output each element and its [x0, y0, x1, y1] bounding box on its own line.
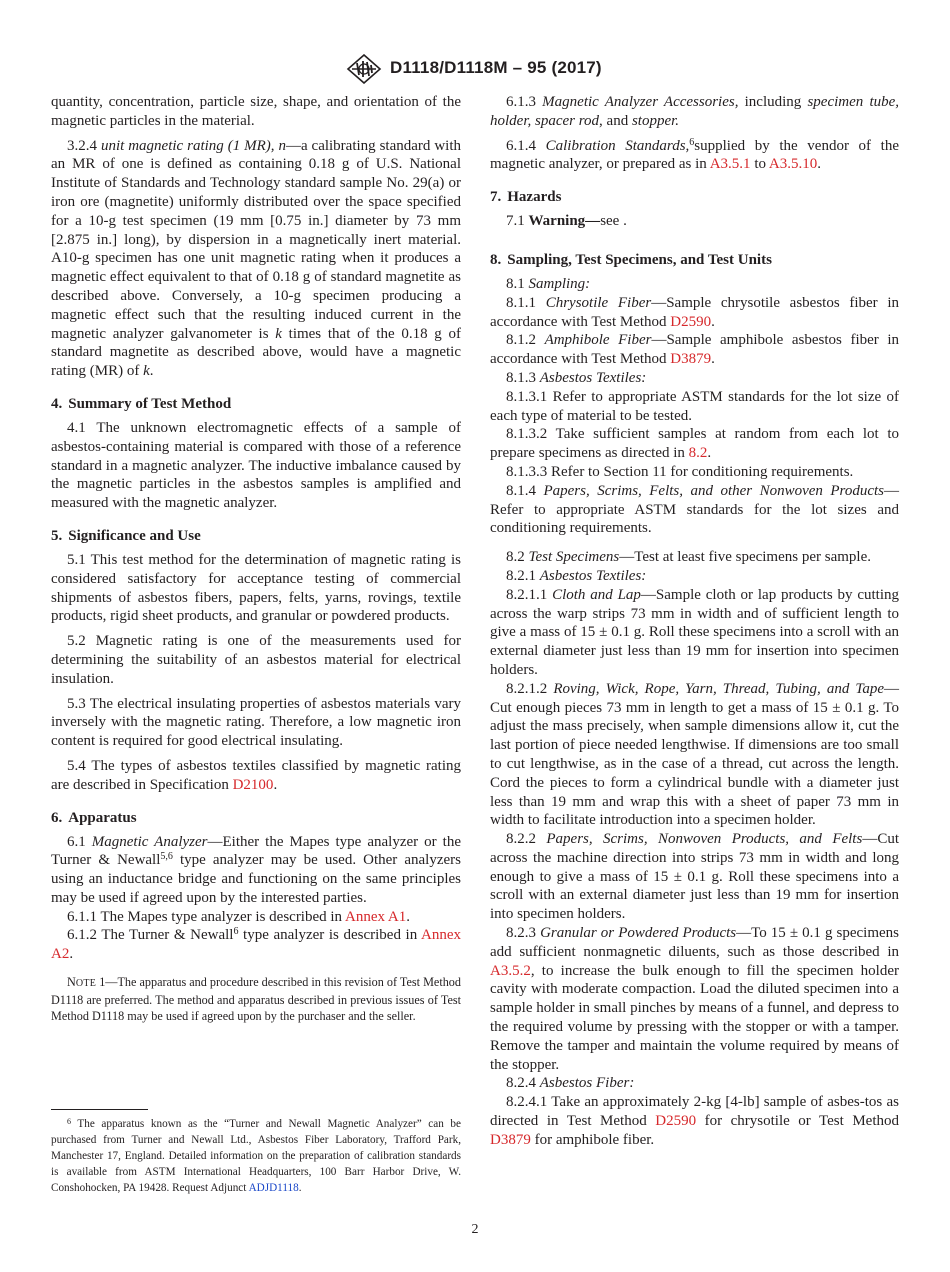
- link-a3-5-2[interactable]: A3.5.2: [490, 962, 531, 979]
- section-5-1: 5.1 This test method for the determination of magnetic rating is considered satisfactory for acceptance testing of commercial shipments of asbestos fibers, papers, felts, yarns, rovings, textile products, rigid sheet products, and granular or powdered products.: [51, 551, 461, 625]
- standard-designation: D1118/D1118M – 95 (2017): [390, 58, 602, 77]
- section-4-heading: 4. Summary of Test Method: [51, 395, 232, 412]
- link-d3879-b[interactable]: D3879: [490, 1131, 531, 1148]
- page-number: 2: [471, 1222, 479, 1237]
- section-8-2-1: 8.2.1 Asbestos Textiles:: [506, 567, 647, 584]
- section-8-2-4: 8.2.4 Asbestos Fiber:: [506, 1075, 635, 1092]
- section-6-1-1: 6.1.1 The Mapes type analyzer is described in Annex A1.: [67, 908, 410, 925]
- section-8-2: 8.2 Test Specimens—Test at least five specimens per sample.: [506, 549, 871, 566]
- section-8-heading: 8. Sampling, Test Specimens, and Test Units: [490, 251, 772, 268]
- note-1: NOTE 1—The apparatus and procedure described in this revision of Test Method D1118 are preferred. The method and apparatus described in previous issues of Test Method D1118 may be used if agreed upon by the purchaser and the seller.: [51, 975, 461, 1024]
- section-8-1-3-3: 8.1.3.3 Refer to Section 11 for conditioning requirements.: [506, 463, 854, 480]
- section-6-heading: 6. Apparatus: [51, 809, 137, 826]
- link-annex-a2[interactable]: Annex A2: [51, 927, 461, 963]
- link-a3-5-10[interactable]: A3.5.10: [768, 156, 818, 173]
- link-d3879[interactable]: D3879: [670, 351, 712, 368]
- section-8-2-3: 8.2.3 Granular or Powdered Products—To 15 ± 0.1 g specimens add sufficient nonmagnetic diluents, such as those described in A3.5.2, to increase the bulk enough to fill the specimen holder cavity with moderate compaction. Load the diluted specimen into a sample holder in small pinches by means of a funnel, and depress to the required volume by pressing with the stopper or with a tamper. Remove the tamper and maintain the volume required by means of the stopper.: [490, 925, 899, 1073]
- link-d2100[interactable]: D2100: [232, 776, 274, 793]
- section-6-1-2: 6.1.2 The Turner & Newall$^6$ type analyzer is described in Annex A2.: [51, 926, 461, 963]
- section-7-heading: 7. Hazards: [490, 189, 562, 206]
- section-8-1-3-1: 8.1.3.1 Refer to appropriate ASTM standards for the lot size of each type of material to be tested.: [490, 388, 899, 424]
- section-6-1-4: 6.1.4 Calibration Standards,$^6$supplied by the vendor of the magnetic analyzer, or prepared as in A3.5.1 to A3.5.10.: [490, 136, 899, 173]
- link-adjunct[interactable]: ADJD1118: [248, 1182, 299, 1194]
- paragraph-continued: quantity, concentration, particle size, shape, and orientation of the magnetic particles in the material.: [51, 94, 461, 129]
- page-header: [0, 52, 950, 88]
- link-8-2[interactable]: 8.2: [688, 445, 708, 462]
- section-8-1-2: 8.1.2 Amphibole Fiber—Sample amphibole asbestos fiber in accordance with Test Method D3879.: [490, 332, 899, 368]
- footnote-rule: [51, 1109, 148, 1110]
- section-7-1: 7.1 Warning—see .: [506, 213, 627, 230]
- section-8-1-1: 8.1.1 Chrysotile Fiber—Sample chrysotile asbestos fiber in accordance with Test Method D2590.: [490, 294, 900, 330]
- section-3-2-4: 3.2.4 unit magnetic rating (1 MR), n—a calibrating standard with an MR of one is defined as containing 0.18 g of U.S. National Institute of Standards and Technology standard sample No. 29(a) or iron ore (magnetite) uniformly distributed over the space specified for a 10-g test specimen (19 mm [0.75 in.] diameter by 73 mm [2.875 in.] long), by dispersion in a magnetically inert material. A10-g specimen has one unit magnetic rating when it produces a magnetic effect equivalent to that of 0.18 g of standard magnetite as described above. Conversely, a 10-g specimen producing a magnetic effect such that the resulting induced current in the magnetic analyzer galvanometer is k times that of the 0.18 g of standard magnetite as described above, would have a magnetic rating (MR) of k.: [51, 137, 462, 380]
- section-8-2-1-2: 8.2.1.2 Roving, Wick, Rope, Yarn, Thread, Tubing, and Tape—Cut enough pieces 73 mm in length to get a mass of 15 ± 0.1 g. To adjust the mass precisely, when sample dimensions allow it, cut the last portion of piece needed lengthwise. If dimensions are too small to cut lengthwise, as in the case of a thread, cut across the length. Cord the pieces to form a cylindrical bundle with a diameter just less than 19 mm and wrap this with a sheet of paper 73 mm in width to facilitate introduction into a specimen holder.: [490, 680, 900, 829]
- section-8-1-3: 8.1.3 Asbestos Textiles:: [506, 369, 647, 386]
- section-5-heading: 5. Significance and Use: [51, 527, 201, 544]
- left-column: [51, 93, 461, 1030]
- section-8-1-3-2: 8.1.3.2 Take sufficient samples at random from each lot to prepare specimens as directed in 8.2.: [490, 426, 899, 462]
- footnote-6: $^6$ The apparatus known as the “Turner and Newall Magnetic Analyzer” can be purchased from Turner and Newall Ltd., Asbestos Fiber Laboratory, Trafford Park, Manchester 17, England. Detailed information on the preparation of calibration standards is available from ASTM International Headquarters, 100 Barr Harbor Drive, W. Conshohocken, PA 19428. Request Adjunct ADJD1118.: [51, 1117, 461, 1194]
- link-d2590-b[interactable]: D2590: [655, 1113, 697, 1130]
- section-4-1: 4.1 The unknown electromagnetic effects of a sample of asbestos-containing material is compared with those of a reference standard in a magnetic analyzer. The inductive imbalance caused by the magnetic particles in the asbestos samples is amplified and measured with the magnetic analyzer.: [51, 419, 461, 512]
- section-5-2: 5.2 Magnetic rating is one of the measurements used for determining the suitability of an asbestos material for electrical insulation.: [51, 633, 461, 687]
- section-6-1: 6.1 Magnetic Analyzer—Either the Mapes type analyzer or the Turner & Newall$^{5,6}$ type analyzer may be used. Other analyzers using an inductance bridge and functioning on the same principles may be used if agreed upon by the interested parties.: [51, 833, 462, 906]
- astm-logo-icon: [346, 54, 382, 84]
- section-6-1-3: 6.1.3 Magnetic Analyzer Accessories, including specimen tube, holder, spacer rod, and stopper.: [490, 94, 900, 129]
- right-column: [490, 93, 899, 1150]
- section-5-4: 5.4 The types of asbestos textiles classified by magnetic rating are described in Specification D2100.: [51, 757, 461, 793]
- link-annex-a1[interactable]: Annex A1: [344, 908, 407, 925]
- section-8-2-2: 8.2.2 Papers, Scrims, Nonwoven Products, and Felts—Cut across the machine direction into strips 73 mm in width and long enough to give a mass of 15 ± 0.1 g. Roll these specimens into a scroll with an external diameter just less than 19 mm for insertion into specimen holders.: [490, 831, 899, 923]
- section-8-1: 8.1 Sampling:: [506, 275, 591, 292]
- section-8-1-4: 8.1.4 Papers, Scrims, Felts, and other Nonwoven Products—Refer to appropriate ASTM standards for the lot sizes and conditioning requirements.: [490, 482, 900, 537]
- section-5-3: 5.3 The electrical insulating properties of asbestos materials vary inversely with the magnetic rating. Therefore, a low magnetic iron content is required for good electrical insulating.: [51, 695, 461, 750]
- section-8-2-4-1: 8.2.4.1 Take an approximately 2-kg [4-lb] sample of asbes-tos as directed in Test Method D2590 for chrysotile or Test Method D3879 for amphibole fiber.: [490, 1094, 899, 1148]
- link-a3-5-1[interactable]: A3.5.1: [709, 156, 751, 173]
- section-8-2-1-1: 8.2.1.1 Cloth and Lap—Sample cloth or lap products by cutting across the warp strips 73 mm in width and of sufficient length to give a mass of 15 ± 0.1 g. Roll these specimens into a scroll with an external diameter just less than 19 mm for insertion into specimen holders.: [490, 586, 900, 678]
- link-d2590[interactable]: D2590: [670, 313, 712, 330]
